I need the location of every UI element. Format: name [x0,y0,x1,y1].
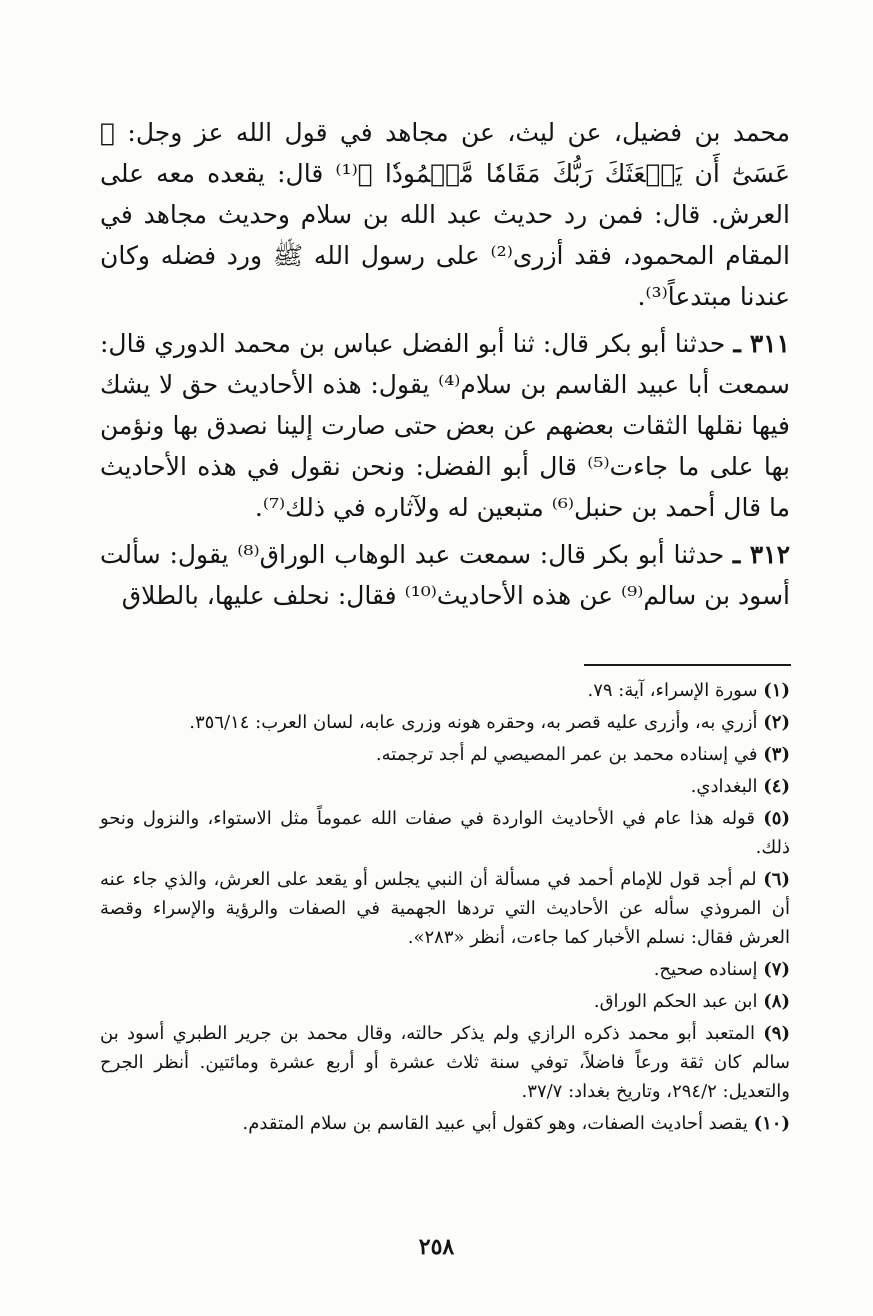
footnote-item [100,740,790,769]
footnote-number: (٧) [763,959,790,980]
footnote-number: (٢) [763,712,790,733]
footnote-number: (٩) [763,1023,790,1044]
footnote-number: (١) [763,680,790,701]
footnote-number: (٣) [763,744,790,765]
footnote-number: (٥) [763,808,790,829]
footnote-item [100,865,790,952]
hadith-number: ٣١٢ ـ [732,540,791,569]
footnote-item [100,1109,790,1138]
footnote-item [100,772,790,801]
footnote-item [100,804,790,862]
footnotes [100,676,790,1141]
hadith-312 [100,534,790,616]
paragraph-continuation [100,112,790,317]
footnote-number: (٤) [763,776,790,797]
paragraph-text: حدثنا أبو بكر قال: سمعت عبد الوهاب الوراق⁽⁸⁾ يقول: سألت أسود بن سالم⁽⁹⁾ عن هذه الأحاديث⁽¹⁰⁾ فقال: نحلف عليها، بالطلاق [100,540,790,610]
footnote-text: سورة الإسراء، آية: ٧٩. [587,680,758,701]
footnote-item [100,708,790,737]
footnote-text: يقصد أحاديث الصفات، وهو كقول أبي عبيد القاسم بن سلام المتقدم. [242,1113,748,1134]
footnote-text: إسناده صحيح. [653,959,758,980]
footnote-item [100,987,790,1016]
footnote-number: (١٠) [753,1113,790,1134]
hadith-311 [100,323,790,528]
footnote-item [100,676,790,705]
hadith-number: ٣١١ ـ [733,329,790,358]
main-text [100,112,790,616]
footnote-text: ابن عبد الحكم الوراق. [593,991,758,1012]
footnote-text: في إسناده محمد بن عمر المصيصي لم أجد ترجمته. [375,744,758,765]
footnote-number: (٦) [763,869,790,890]
footnote-text: أزري به، وأزرى عليه قصر به، وحقره هونه وزرى عابه، لسان العرب: ٣٥٦/١٤. [189,712,758,733]
footnote-text: لم أجد قول للإمام أحمد في مسألة أن النبي يجلس أو يقعد على العرش، والذي جاء عنه أن المروذي سأله عن الأحاديث التي تردها الجهمية في الصفات والرؤية والإسراء وقصة العرش فقال: نسلم الأخبار كما جاءت، أنظر «٢٨٣». [100,869,790,948]
paragraph-text: حدثنا أبو بكر قال: ثنا أبو الفضل عباس بن محمد الدوري قال: سمعت أبا عبيد القاسم بن سلام⁽⁴⁾ يقول: هذه الأحاديث حق لا يشك فيها نقلها الثقات بعضهم عن بعض حتى صارت إلينا نصدق بها ونؤمن بها على ما جاءت⁽⁵⁾ قال أبو الفضل: ونحن نقول في هذه الأحاديث ما قال أحمد بن حنبل⁽⁶⁾ متبعين له ولآثاره في ذلك⁽⁷⁾. [100,329,791,522]
footnote-item [100,1019,790,1106]
footnote-number: (٨) [763,991,790,1012]
page-number: ٢٥٨ [418,1234,455,1260]
paragraph-text: محمد بن فضيل، عن ليث، عن مجاهد في قول الله عز وجل: ﴿ عَسَىٰٓ أَن يَبۡعَثَكَ رَبُّكَ مَقَامٗا مَّحۡمُودٗا ﴾⁽¹⁾ قال: يقعده معه على العرش. قال: فمن رد حديث عبد الله بن سلام وحديث مجاهد في المقام المحمود، فقد أزرى⁽²⁾ على رسول الله ﷺ ورد فضله وكان عندنا مبتدعاً⁽³⁾. [100,118,790,311]
footnote-text: المتعبد أبو محمد ذكره الرازي ولم يذكر حالته، وقال محمد بن جرير الطبري أسود بن سالم كان ثقة ورعاً فاضلاً، توفي سنة ثلاث عشرة أو أربع عشرة ومائتين. أنظر الجرح والتعديل: ٢٩٤/٢، وتاريخ بغداد: ٣٧/٧. [100,1023,790,1102]
footnote-text: البغدادي. [690,776,758,797]
footnote-item [100,955,790,984]
footnote-text: قوله هذا عام في الأحاديث الواردة في صفات الله عموماً مثل الاستواء، والنزول ونحو ذلك. [100,808,790,858]
footnote-separator [584,664,791,666]
